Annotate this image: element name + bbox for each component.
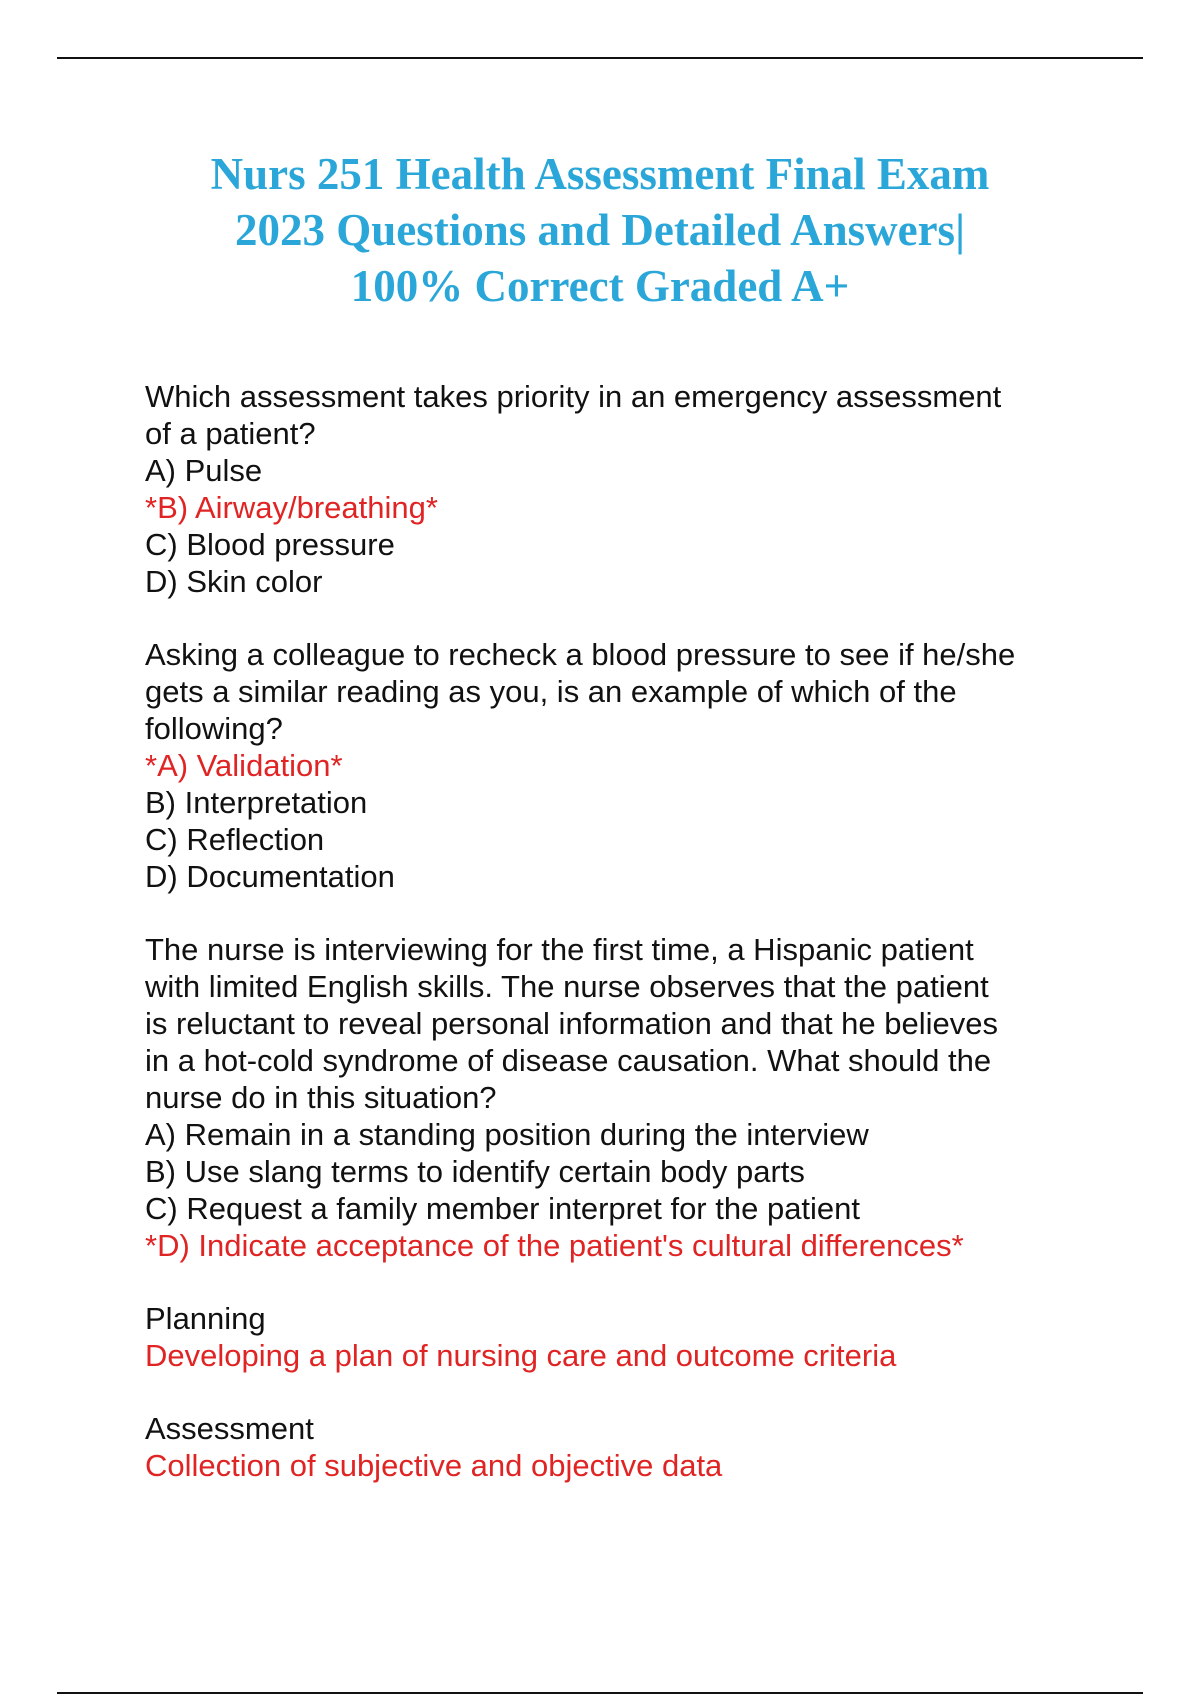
spacer [145, 600, 1085, 636]
question-block [145, 931, 1085, 1264]
term-definition: Developing a plan of nursing care and outcome criteria [145, 1338, 897, 1373]
term-block [145, 1300, 1085, 1374]
answer-option: A) Remain in a standing position during the interview [145, 1117, 869, 1152]
top-rule [57, 57, 1143, 59]
correct-answer-option: *B) Airway/breathing* [145, 490, 438, 525]
correct-answer-option: *D) Indicate acceptance of the patient's cultural differences* [145, 1228, 964, 1263]
question-text: of a patient? [145, 416, 316, 451]
title-line: 2023 Questions and Detailed Answers| [235, 205, 965, 255]
answer-option: C) Reflection [145, 822, 325, 857]
answer-option: D) Documentation [145, 859, 395, 894]
term-definition: Collection of subjective and objective data [145, 1448, 723, 1483]
answer-option: B) Interpretation [145, 785, 368, 820]
document-body [145, 378, 1085, 1484]
document-title [100, 146, 1100, 314]
question-text: in a hot-cold syndrome of disease causation. What should the [145, 1043, 992, 1078]
answer-option: C) Request a family member interpret for the patient [145, 1191, 861, 1226]
answer-option: B) Use slang terms to identify certain body parts [145, 1154, 805, 1189]
term-name: Planning [145, 1301, 266, 1336]
answer-option: A) Pulse [145, 453, 263, 488]
question-block [145, 378, 1085, 600]
question-text: nurse do in this situation? [145, 1080, 497, 1115]
question-text: gets a similar reading as you, is an example of which of the [145, 674, 957, 709]
answer-option: C) Blood pressure [145, 527, 395, 562]
correct-answer-option: *A) Validation* [145, 748, 343, 783]
question-text: Asking a colleague to recheck a blood pressure to see if he/she [145, 637, 1016, 672]
question-text: The nurse is interviewing for the first time, a Hispanic patient [145, 932, 974, 967]
question-text: is reluctant to reveal personal information and that he believes [145, 1006, 998, 1041]
title-line: Nurs 251 Health Assessment Final Exam [210, 149, 990, 199]
spacer [145, 1374, 1085, 1410]
title-line: 100% Correct Graded A+ [350, 261, 850, 311]
question-block [145, 636, 1085, 895]
spacer [145, 895, 1085, 931]
question-text: with limited English skills. The nurse observes that the patient [145, 969, 989, 1004]
term-block [145, 1410, 1085, 1484]
bottom-rule [57, 1692, 1143, 1694]
answer-option: D) Skin color [145, 564, 323, 599]
spacer [145, 1264, 1085, 1300]
question-text: following? [145, 711, 283, 746]
question-text: Which assessment takes priority in an emergency assessment [145, 379, 1002, 414]
term-name: Assessment [145, 1411, 314, 1446]
